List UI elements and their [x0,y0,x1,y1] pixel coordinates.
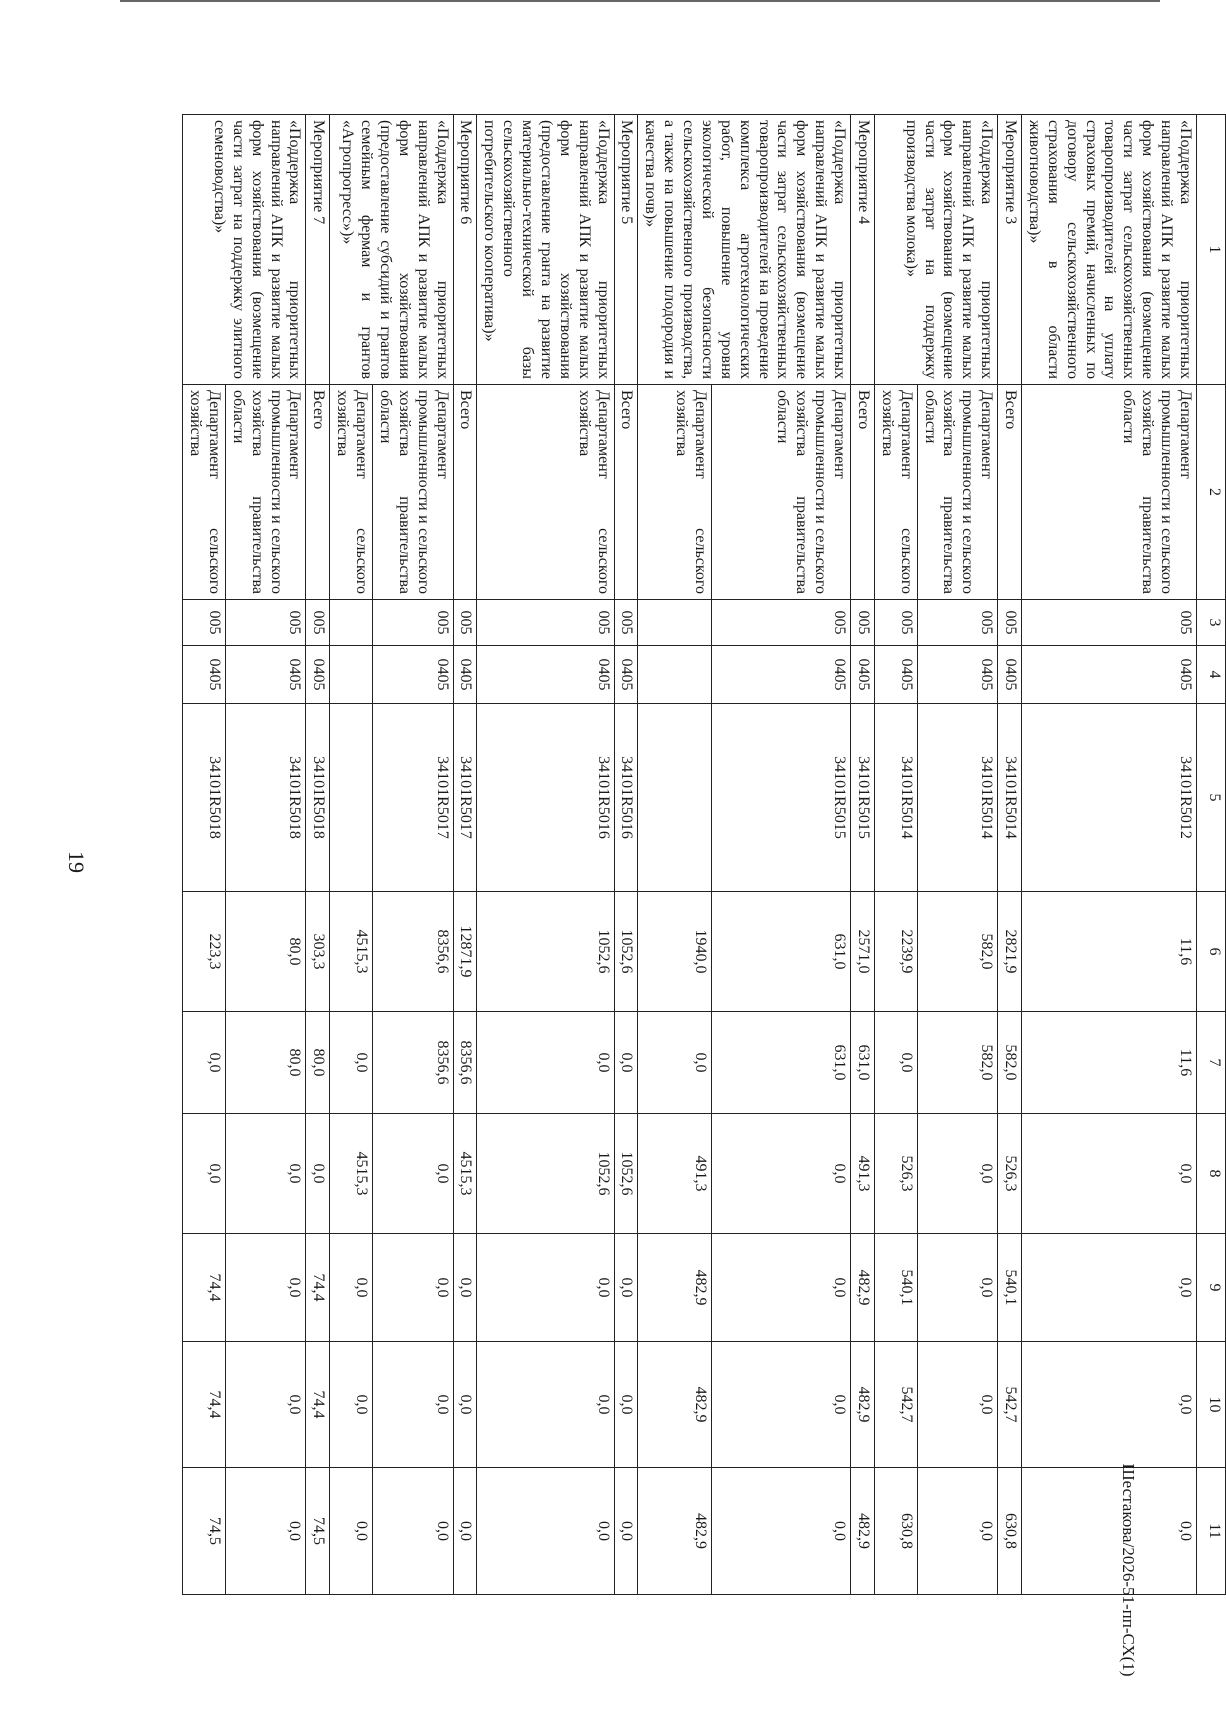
cell-col5: 34101R5016 [614,704,638,892]
cell-col3: 005 [917,600,998,646]
cell-col3: 005 [306,600,330,646]
cell-col11: 630,8 [875,1468,918,1595]
cell-col11: 0,0 [917,1468,998,1595]
cell-col3: 005 [875,600,918,646]
col-header: 1 [1197,115,1226,385]
cell-col7: 80,0 [306,1012,330,1114]
cell-col10: 0,0 [226,1342,307,1468]
cell-col8: 0,0 [712,1114,851,1234]
cell-col6: 582,0 [917,892,998,1012]
cell-col8: 526,3 [998,1114,1022,1234]
cell-col6: 1940,0 [638,892,712,1012]
cell-col9: 0,0 [226,1234,307,1342]
cell-col6: 223,3 [183,892,226,1012]
cell-col8: 526,3 [875,1114,918,1234]
cell-col4: 0405 [875,646,918,704]
cell-col1: Мероприятие 7 [306,115,330,385]
cell-col3: 005 [183,600,226,646]
cell-col7: 0,0 [614,1012,638,1114]
cell-col8: 0,0 [183,1114,226,1234]
cell-col3: 005 [373,600,454,646]
cell-col10: 542,7 [998,1342,1022,1468]
cell-col2: Департамент сельского хозяйства [638,385,712,600]
table-row [998,115,1022,1595]
cell-col7: 631,0 [712,1012,851,1114]
cell-col7: 0,0 [477,1012,614,1114]
cell-col8: 0,0 [917,1114,998,1234]
cell-col8: 1052,6 [477,1114,614,1234]
cell-col8: 4515,3 [453,1114,477,1234]
cell-col11: 0,0 [330,1468,373,1595]
cell-col2: Департамент промышленности и сельского хозяйства правительства области [917,385,998,600]
cell-col3: 005 [226,600,307,646]
cell-col6: 2571,0 [851,892,875,1012]
cell-col1: Мероприятие 5 [614,115,638,385]
cell-col9: 0,0 [1022,1234,1197,1342]
cell-col3 [638,600,712,646]
cell-col4: 0405 [477,646,614,704]
cell-col10: 482,9 [638,1342,712,1468]
cell-col2: Всего [453,385,477,600]
table-row [614,115,638,1595]
cell-col10: 0,0 [712,1342,851,1468]
cell-col7: 0,0 [330,1012,373,1114]
cell-col7: 0,0 [638,1012,712,1114]
cell-col5: 34101R5014 [917,704,998,892]
cell-col3: 005 [614,600,638,646]
col-header: 3 [1197,600,1226,646]
table-body [183,115,1197,1595]
cell-col5: 34101R5016 [477,704,614,892]
cell-col8: 0,0 [1022,1114,1197,1234]
table-row [373,115,454,1595]
table-row [851,115,875,1595]
cell-col8: 0,0 [226,1114,307,1234]
cell-col9: 74,4 [183,1234,226,1342]
cell-col1: «Поддержка приоритетных направлений АПК и развитие малых форм хозяйствования (возмещение части затрат на поддержку элитного семеноводства)» [183,115,306,385]
cell-col10: 0,0 [477,1342,614,1468]
table-row [306,115,330,1595]
cell-col2: Департамент промышленности и сельского хозяйства правительства области [226,385,307,600]
cell-col10: 0,0 [453,1342,477,1468]
cell-col2: Департамент сельского хозяйства [330,385,373,600]
cell-col11: 482,9 [638,1468,712,1595]
cell-col11: 0,0 [614,1468,638,1595]
cell-col11: 0,0 [477,1468,614,1595]
cell-col11: 0,0 [1022,1468,1197,1595]
cell-col5 [330,704,373,892]
cell-col5: 34101R5015 [851,704,875,892]
cell-col10: 0,0 [1022,1342,1197,1468]
cell-col10: 542,7 [875,1342,918,1468]
cell-col9: 0,0 [477,1234,614,1342]
header-row [1197,115,1226,1595]
cell-col1: «Поддержка приоритетных направлений АПК и развитие малых форм хозяйствования (возмещение части затрат на поддержку производства молока)» [875,115,998,385]
cell-col9: 0,0 [614,1234,638,1342]
cell-col11: 0,0 [453,1468,477,1595]
cell-col6: 8356,6 [373,892,454,1012]
cell-col7: 11,6 [1022,1012,1197,1114]
cell-col7: 631,0 [851,1012,875,1114]
cell-col1: «Поддержка приоритетных направлений АПК и развитие малых форм хозяйствования (предоставление гранта на развитие материально-технической базы сельскохозяйственного потребительского кооператива)» [477,115,614,385]
cell-col5: 34101R5018 [226,704,307,892]
col-header: 4 [1197,646,1226,704]
cell-col10: 0,0 [373,1342,454,1468]
cell-col8: 0,0 [373,1114,454,1234]
cell-col3: 005 [851,600,875,646]
cell-col3: 005 [712,600,851,646]
rotated-page-content [176,114,1226,1594]
cell-col6: 12871,9 [453,892,477,1012]
cell-col6: 2239,9 [875,892,918,1012]
col-header: 8 [1197,1114,1226,1234]
table-row [1022,115,1197,1595]
col-header: 9 [1197,1234,1226,1342]
cell-col8: 4515,3 [330,1114,373,1234]
cell-col4: 0405 [851,646,875,704]
cell-col2: Департамент сельского хозяйства [875,385,918,600]
cell-col4: 0405 [614,646,638,704]
cell-col4: 0405 [712,646,851,704]
cell-col11: 74,5 [306,1468,330,1595]
cell-col9: 0,0 [373,1234,454,1342]
col-header: 7 [1197,1012,1226,1114]
cell-col5: 34101R5017 [453,704,477,892]
cell-col11: 0,0 [712,1468,851,1595]
cell-col2: Департамент промышленности и сельского хозяйства правительства области [1022,385,1197,600]
cell-col6: 80,0 [226,892,307,1012]
cell-col9: 0,0 [917,1234,998,1342]
cell-col10: 0,0 [330,1342,373,1468]
cell-col1: «Поддержка приоритетных направлений АПК и развитие малых форм хозяйствования (предоставление субсидий и грантов семейным фермам и грантов «Агропрогресс»)» [330,115,453,385]
cell-col9: 540,1 [998,1234,1022,1342]
page-number: 19 [64,851,89,873]
cell-col4: 0405 [917,646,998,704]
cell-col4 [638,646,712,704]
table-row [917,115,998,1595]
cell-col8: 491,3 [851,1114,875,1234]
table-row [477,115,614,1595]
cell-col5 [638,704,712,892]
table-row [712,115,851,1595]
cell-col10: 74,4 [306,1342,330,1468]
col-header: 10 [1197,1342,1226,1468]
cell-col2: Всего [851,385,875,600]
cell-col10: 0,0 [614,1342,638,1468]
cell-col7: 582,0 [917,1012,998,1114]
cell-col1: Мероприятие 4 [851,115,875,385]
table-stage [176,114,1226,1594]
cell-col6: 1052,6 [477,892,614,1012]
cell-col5: 34101R5018 [183,704,226,892]
cell-col6: 11,6 [1022,892,1197,1012]
cell-col3 [330,600,373,646]
cell-col1: Мероприятие 3 [998,115,1022,385]
cell-col7: 0,0 [183,1012,226,1114]
cell-col5: 34101R5014 [875,704,918,892]
cell-col7: 582,0 [998,1012,1022,1114]
cell-col2: Всего [306,385,330,600]
col-header: 11 [1197,1468,1226,1595]
cell-col4: 0405 [306,646,330,704]
cell-col9: 74,4 [306,1234,330,1342]
cell-col7: 80,0 [226,1012,307,1114]
cell-col1: Мероприятие 6 [453,115,477,385]
cell-col7: 8356,6 [373,1012,454,1114]
cell-col6: 2821,9 [998,892,1022,1012]
table-row [453,115,477,1595]
cell-col5: 34101R5015 [712,704,851,892]
cell-col4: 0405 [1022,646,1197,704]
cell-col3: 005 [477,600,614,646]
cell-col2: Всего [998,385,1022,600]
cell-col4: 0405 [998,646,1022,704]
cell-col4: 0405 [373,646,454,704]
cell-col11: 74,5 [183,1468,226,1595]
cell-col3: 005 [1022,600,1197,646]
cell-col11: 0,0 [226,1468,307,1595]
cell-col3: 005 [998,600,1022,646]
cell-col11: 630,8 [998,1468,1022,1595]
cell-col10: 74,4 [183,1342,226,1468]
cell-col8: 491,3 [638,1114,712,1234]
cell-col2: Департамент сельского хозяйства [183,385,226,600]
cell-col3: 005 [453,600,477,646]
cell-col5: 34101R5017 [373,704,454,892]
cell-col10: 0,0 [917,1342,998,1468]
cell-col9: 540,1 [875,1234,918,1342]
cell-col4 [330,646,373,704]
cell-col1: «Поддержка приоритетных направлений АПК и развитие малых форм хозяйствования (возмещение части затрат сельскохозяйственных товаропроизводителей на проведение комплекса агротехнологических работ, повышение уровня экологической безопасности сельскохозяйственного производства, а также на повышение плодородия и качества почв)» [638,115,851,385]
cell-col4: 0405 [226,646,307,704]
cell-col9: 0,0 [712,1234,851,1342]
cell-col7: 8356,6 [453,1012,477,1114]
cell-col9: 0,0 [453,1234,477,1342]
cell-col11: 0,0 [373,1468,454,1595]
cell-col11: 482,9 [851,1468,875,1595]
col-header: 6 [1197,892,1226,1012]
cell-col7: 0,0 [875,1012,918,1114]
cell-col5: 34101R5018 [306,704,330,892]
cell-col4: 0405 [183,646,226,704]
cell-col8: 0,0 [306,1114,330,1234]
cell-col5: 34101R5012 [1022,704,1197,892]
cell-col4: 0405 [453,646,477,704]
footer-document-code: Шестакова/2026-51-пп-СХ(1) [1119,1463,1138,1677]
cell-col9: 482,9 [638,1234,712,1342]
cell-col1: «Поддержка приоритетных направлений АПК и развитие малых форм хозяйствования (возмещение части затрат сельскохозяйственных товаропроизводителей на уплату страховых премий, начисленных по договору сельскохозяйственного страхования в области животноводства)» [1022,115,1197,385]
cell-col5: 34101R5014 [998,704,1022,892]
cell-col2: Департамент промышленности и сельского хозяйства правительства области [712,385,851,600]
cell-col6: 303,3 [306,892,330,1012]
col-header: 5 [1197,704,1226,892]
cell-col10: 482,9 [851,1342,875,1468]
col-header: 2 [1197,385,1226,600]
cell-col2: Всего [614,385,638,600]
table-row [226,115,307,1595]
cell-col8: 1052,6 [614,1114,638,1234]
cell-col2: Департамент сельского хозяйства [477,385,614,600]
cell-col2: Департамент промышленности и сельского хозяйства правительства области [373,385,454,600]
cell-col6: 631,0 [712,892,851,1012]
budget-table [182,114,1226,1595]
cell-col9: 0,0 [330,1234,373,1342]
cell-col6: 1052,6 [614,892,638,1012]
top-border-line [120,0,1160,2]
cell-col6: 4515,3 [330,892,373,1012]
cell-col9: 482,9 [851,1234,875,1342]
